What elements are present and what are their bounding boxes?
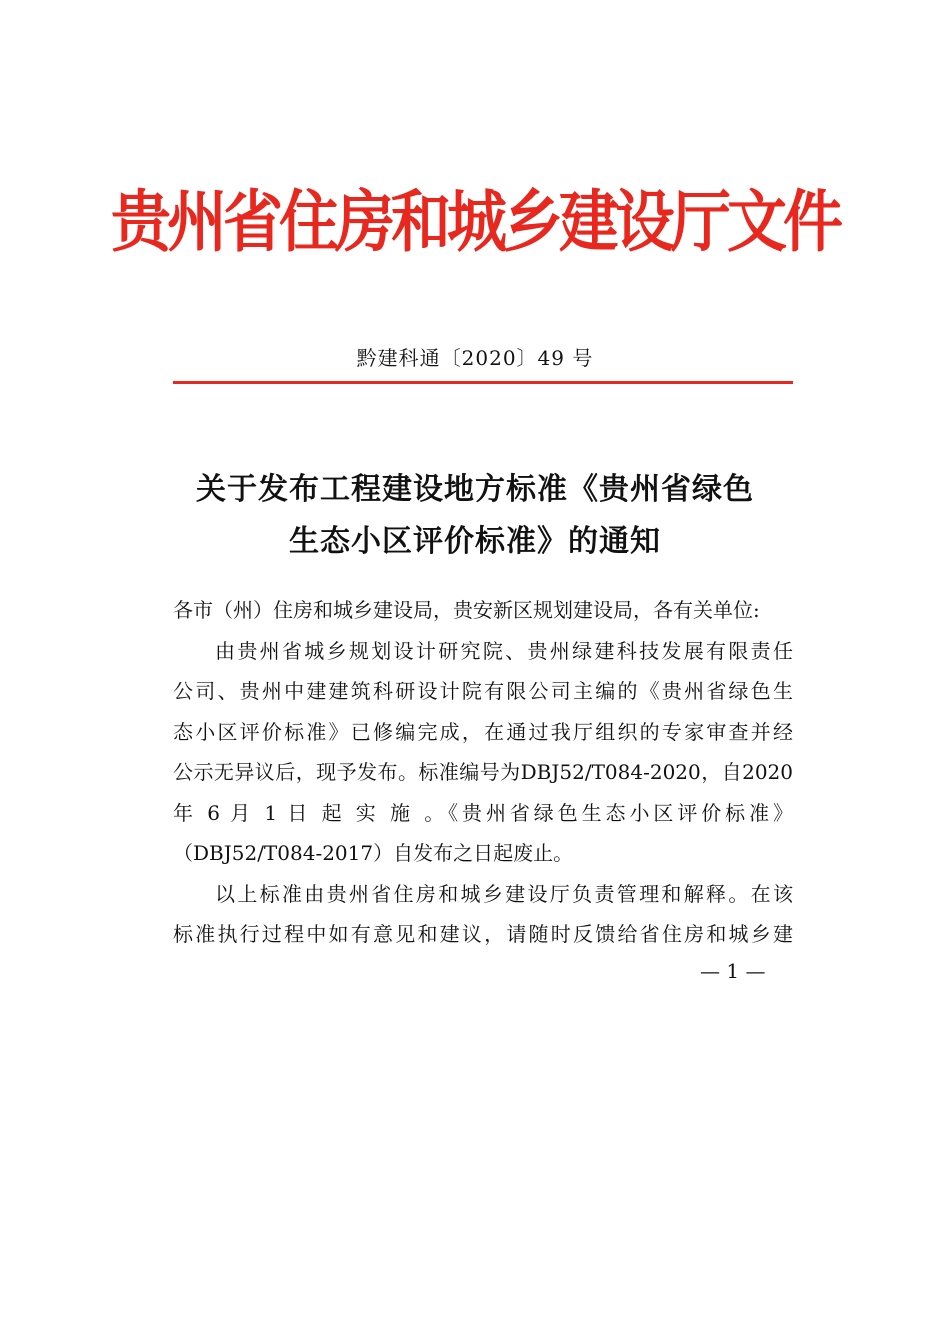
document-number: 黔建科通〔2020〕49 号 bbox=[356, 346, 594, 370]
paragraph-1-line-4: 公示无异议后，现予发布。标准编号为DBJ52/T084-2020，自2020 bbox=[173, 760, 793, 784]
notice-title bbox=[150, 464, 800, 568]
notice-title-line-1: 关于发布工程建设地方标准《贵州省绿色 bbox=[196, 472, 754, 507]
notice-body bbox=[173, 590, 793, 955]
paragraph-2-line-2: 标准执行过程中如有意见和建议，请随时反馈给省住房和城乡建 bbox=[173, 922, 793, 946]
paragraph-1-line-2: 公司、贵州中建建筑科研设计院有限公司主编的《贵州省绿色生 bbox=[173, 679, 793, 703]
page-number: — 1 — bbox=[700, 959, 766, 983]
notice-title-line-2: 生态小区评价标准》的通知 bbox=[289, 524, 661, 559]
paragraph-1-line-1: 由贵州省城乡规划设计研究院、贵州绿建科技发展有限责任 bbox=[215, 638, 793, 663]
paragraph-1-line-5: 年 6 月 1 日 起 实 施 。《贵州省绿色生态小区评价标准》 bbox=[173, 800, 793, 825]
paragraph-2-line-1: 以上标准由贵州省住房和城乡建设厅负责管理和解释。在该 bbox=[215, 881, 793, 906]
paragraph-1-line-3: 态小区评价标准》已修编完成，在通过我厅组织的专家审查并经 bbox=[173, 719, 793, 744]
masthead-title: 贵州省住房和城乡建设厅文件 bbox=[111, 183, 839, 262]
salutation: 各市（州）住房和城乡建设局，贵安新区规划建设局，各有关单位: bbox=[173, 598, 760, 622]
paragraph-1-line-6: （DBJ52/T084-2017）自发布之日起废止。 bbox=[173, 841, 574, 865]
red-divider-line bbox=[173, 381, 793, 384]
